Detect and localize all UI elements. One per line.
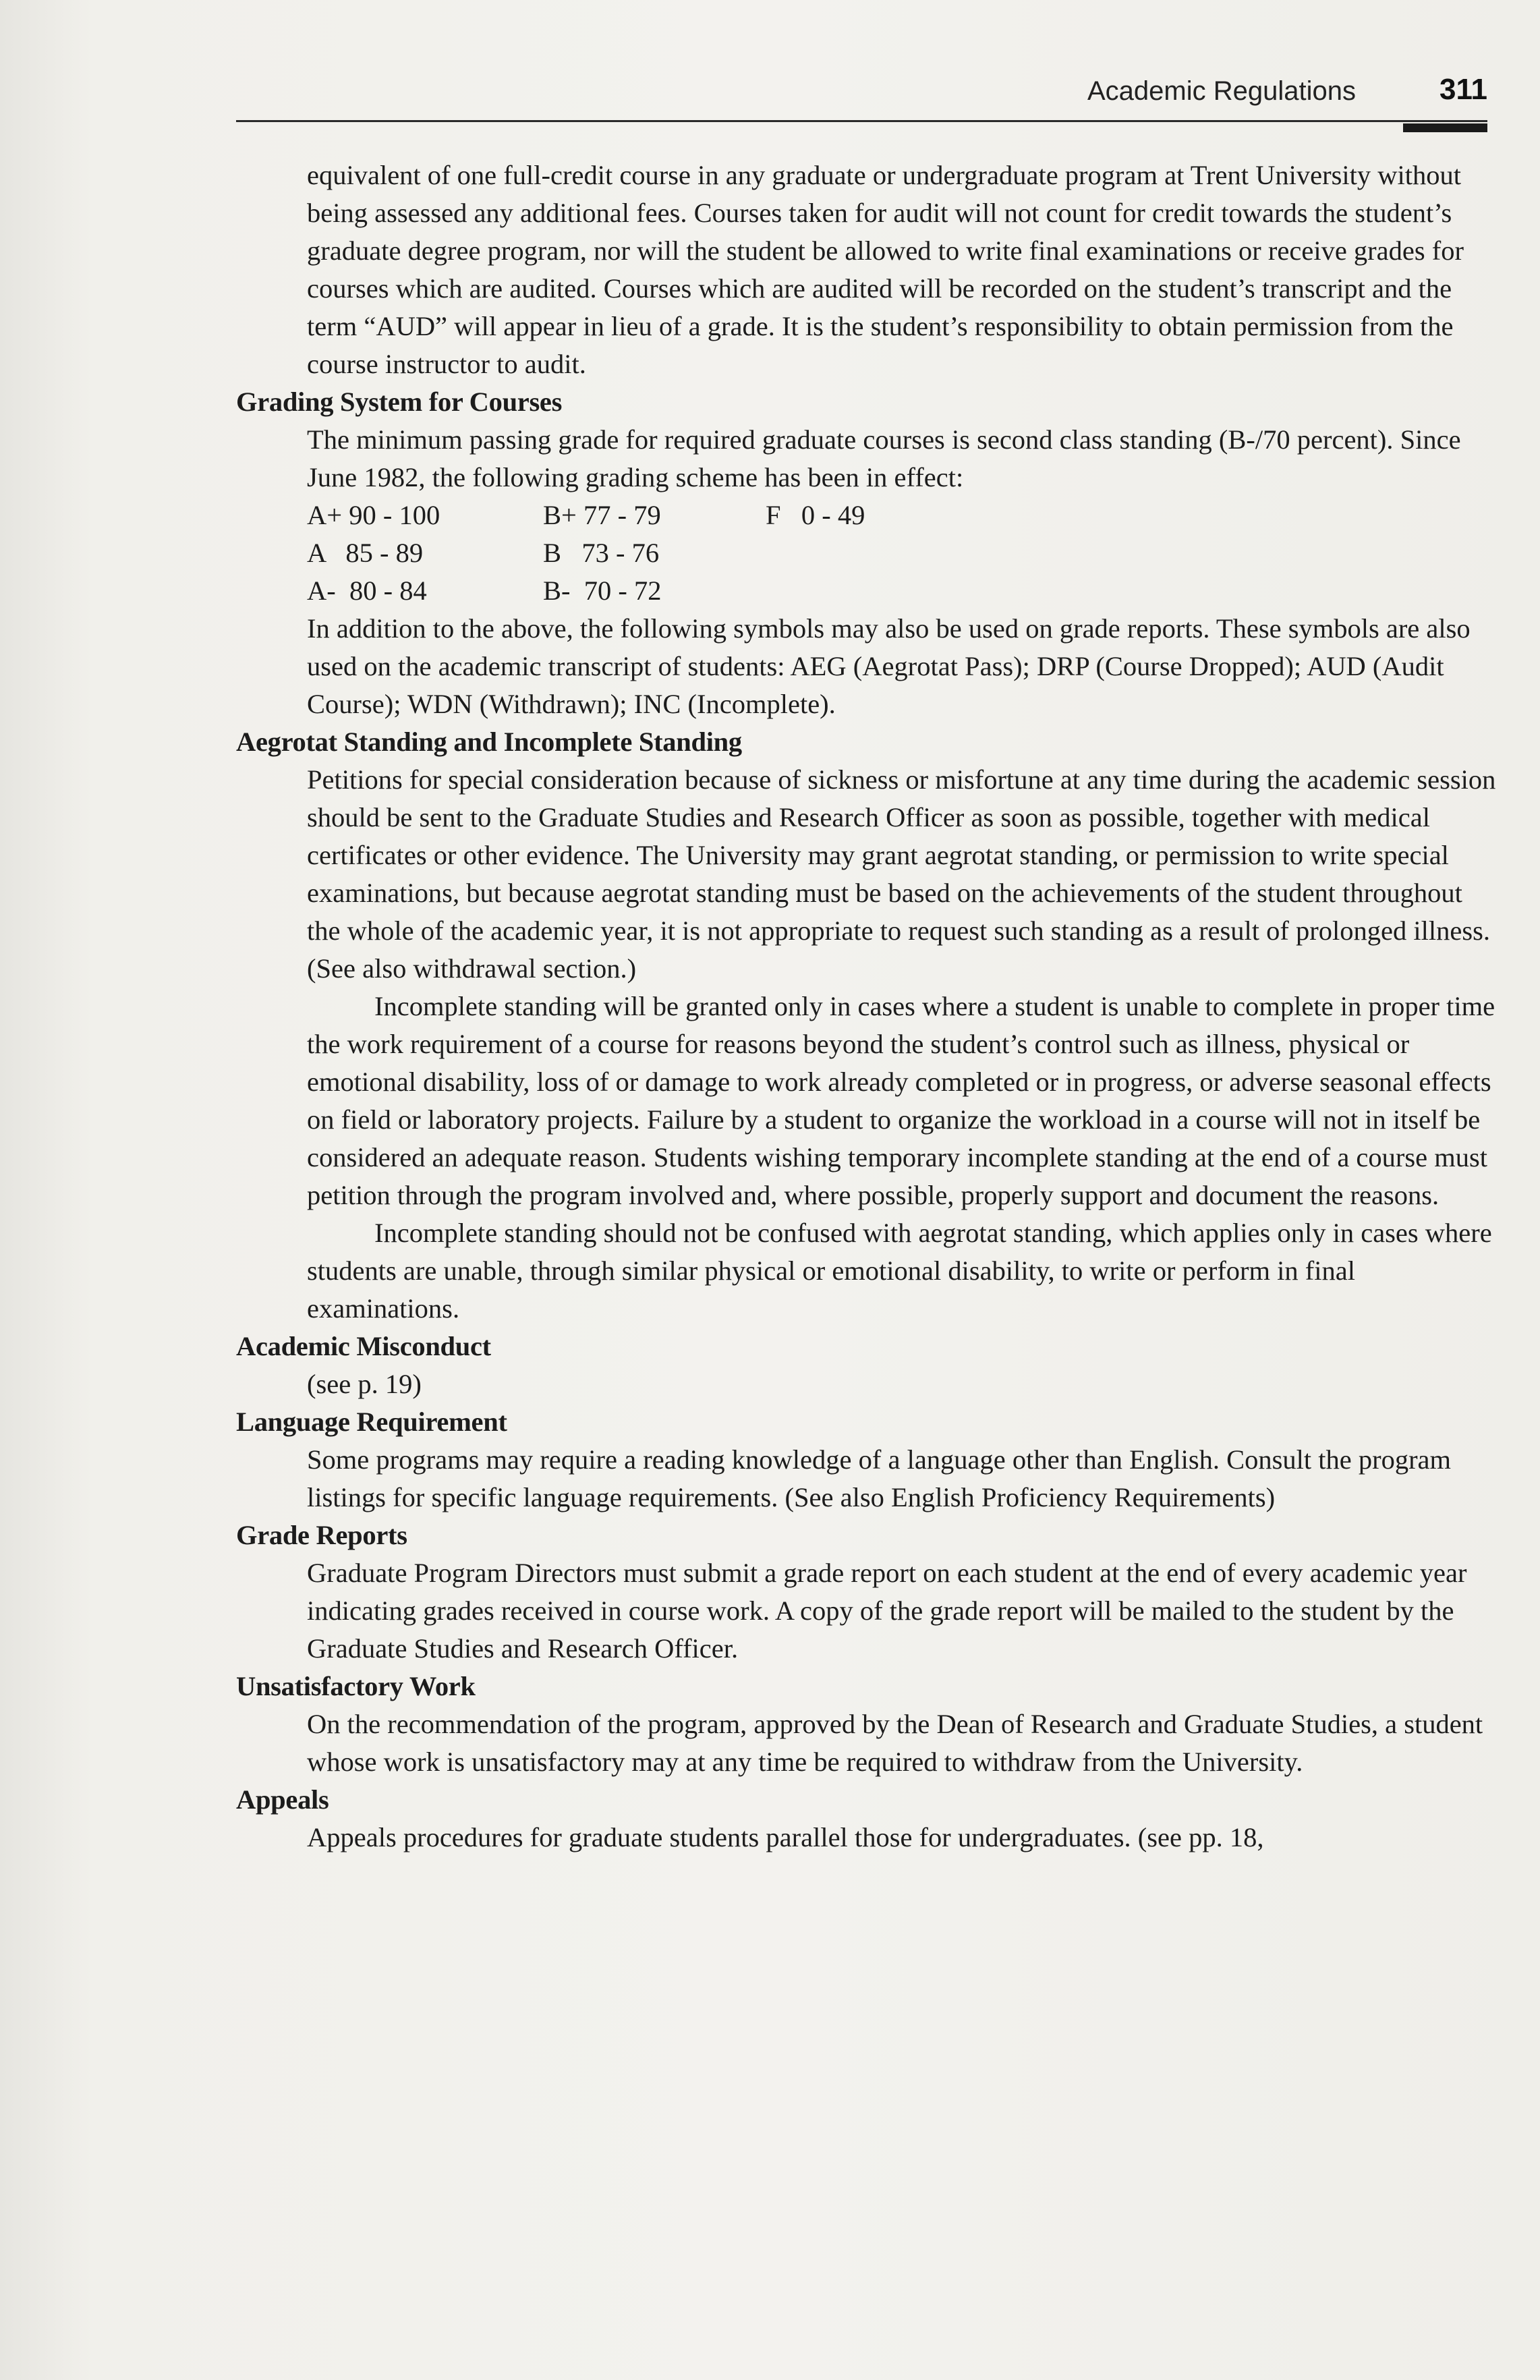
heading-appeals: Appeals: [236, 1784, 329, 1815]
grade-row: [307, 534, 901, 572]
symbols-paragraph: In addition to the above, the following symbols may also be used on grade reports. These symbols are also used on the academic transcript of students: AEG (Aegrotat Pass); DRP (Course Dropped); AUD (Audit Course); WDN (Withdrawn); INC (Incomplete).: [307, 613, 1471, 719]
body-text: [236, 157, 1498, 1857]
grade-reports-paragraph: Graduate Program Directors must submit a grade report on each student at the end of every academic year indicating grades received in course work. A copy of the grade report will be mailed to the student by the Graduate Studies and Research Officer.: [307, 1558, 1467, 1664]
grade-cell: F 0 - 49: [766, 500, 865, 530]
grade-cell: B- 70 - 72: [543, 575, 662, 606]
grade-cell: B+ 77 - 79: [543, 500, 661, 530]
language-paragraph: Some programs may require a reading knowledge of a language other than English. Consult the program listings for specific language requirements. (See also English Proficiency Requirements): [307, 1444, 1452, 1512]
grade-cell: [766, 572, 901, 610]
grade-cell: A+ 90 - 100: [307, 500, 440, 530]
aegrotat-paragraph-1: Petitions for special consideration because of sickness or misfortune at any time during the academic session should be sent to the Graduate Studies and Research Officer as soon as possible, together with medical certificates or other evidence. The University may grant aegrotat standing, or permission to write special examinations, but because aegrotat standing must be based on the achievements of the student throughout the whole of the academic year, it is not appropriate to request such standing as a result of prolonged illness. (See also withdrawal section.): [307, 764, 1496, 984]
page-number: 311: [1439, 73, 1487, 106]
heading-academic-misconduct: Academic Misconduct: [236, 1331, 491, 1361]
header-rule-accent: [1403, 123, 1487, 132]
grade-cell: A 85 - 89: [307, 538, 424, 568]
running-head-title: Academic Regulations: [1087, 76, 1356, 106]
heading-language-requirement: Language Requirement: [236, 1407, 507, 1437]
aegrotat-paragraph-2: Incomplete standing will be granted only in cases where a student is unable to complete in proper time the work requirement of a course for reasons beyond the student’s control such as illness, physical or emotional disability, loss of or damage to work already completed or in progress, or adverse seasonal effects on field or laboratory projects. Failure by a student to organize the workload in a course will not in itself be considered an adequate reason. Students wishing temporary incomplete standing at the end of a course must petition through the program involved and, where possible, properly support and document the reasons.: [307, 991, 1495, 1210]
grade-cell: [766, 534, 901, 572]
heading-unsatisfactory-work: Unsatisfactory Work: [236, 1671, 476, 1701]
appeals-paragraph: Appeals procedures for graduate students parallel those for undergraduates. (see pp. 18,: [307, 1822, 1264, 1852]
heading-grading-system: Grading System for Courses: [236, 387, 563, 417]
running-header: [236, 73, 1491, 113]
grade-row: [307, 572, 901, 610]
grade-cell: A- 80 - 84: [307, 575, 427, 606]
grade-scheme-table: [307, 497, 901, 610]
grading-paragraph: The minimum passing grade for required graduate courses is second class standing (B-/70 percent). Since June 1982, the following grading scheme has been in effect:: [307, 424, 1461, 492]
heading-aegrotat: Aegrotat Standing and Incomplete Standing: [236, 727, 742, 757]
aegrotat-paragraph-3: Incomplete standing should not be confused with aegrotat standing, which applies only in cases where students are unable, through similar physical or emotional disability, to write or perform in final examinations.: [307, 1218, 1492, 1324]
heading-grade-reports: Grade Reports: [236, 1520, 407, 1550]
grade-row: [307, 497, 901, 534]
misconduct-paragraph: (see p. 19): [307, 1369, 422, 1399]
grade-cell: B 73 - 76: [543, 538, 660, 568]
intro-paragraph: equivalent of one full-credit course in any graduate or undergraduate program at Trent University without being assessed any additional fees. Courses taken for audit will not count for credit towards the student’s graduate degree program, nor will the student be allowed to write final examinations or receive grades for courses which are audited. Courses which are audited will be recorded on the student’s transcript and the term “AUD” will appear in lieu of a grade. It is the student’s responsibility to obtain permission from the course instructor to audit.: [307, 160, 1464, 379]
header-rule: [236, 120, 1487, 122]
unsatisfactory-paragraph: On the recommendation of the program, approved by the Dean of Research and Graduate Studies, a student whose work is unsatisfactory may at any time be required to withdraw from the University.: [307, 1709, 1483, 1777]
